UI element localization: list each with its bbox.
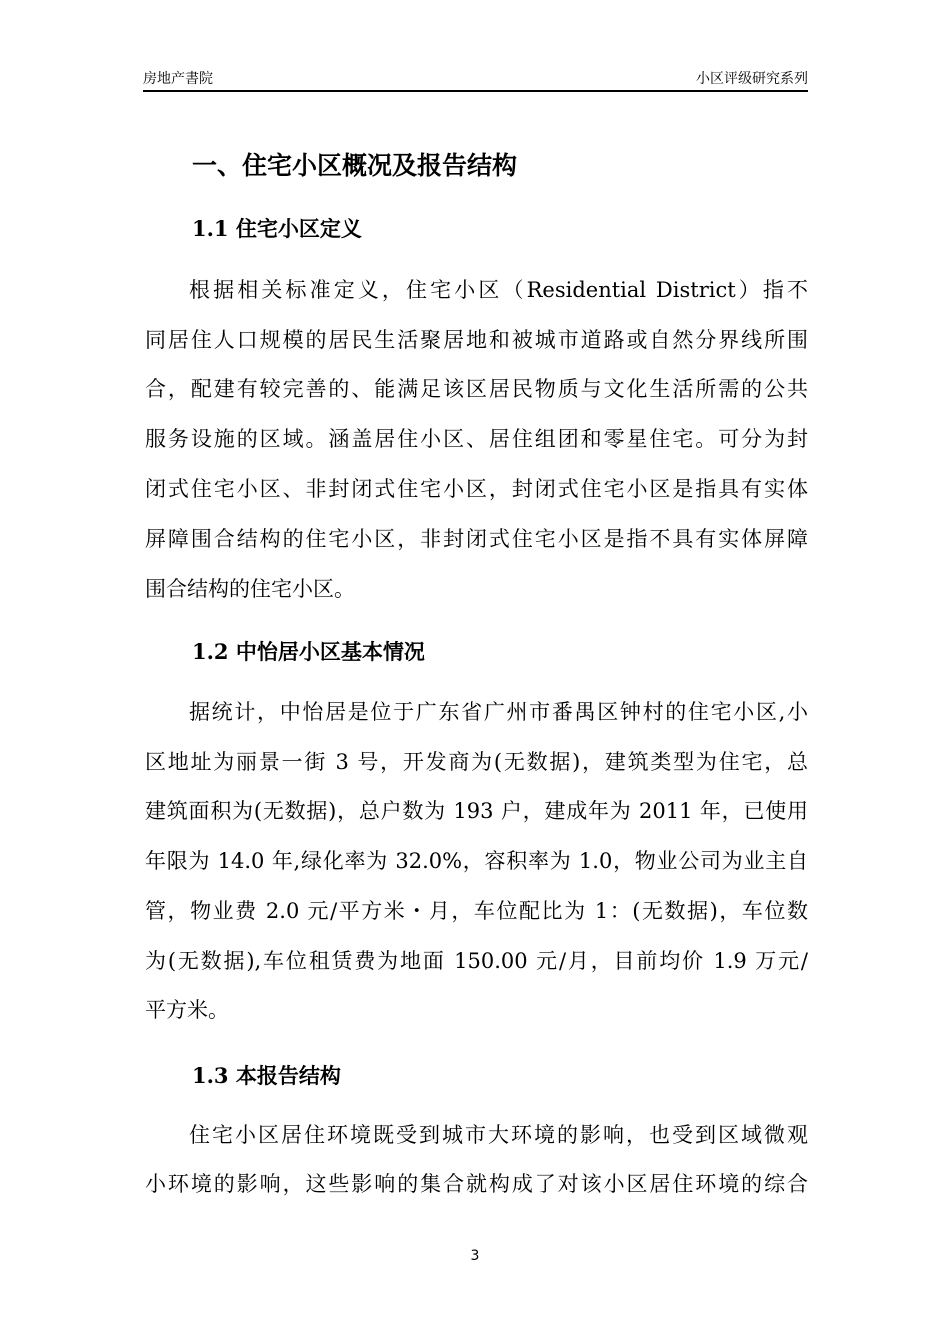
paragraph-line: 为(无数据),车位租赁费为地面 150.00 元/月，目前均价 1.9 万元/	[145, 949, 808, 973]
paragraph-line: 闭式住宅小区、非封闭式住宅小区，封闭式住宅小区是指具有实体	[145, 477, 808, 501]
paragraph-line: 小环境的影响，这些影响的集合就构成了对该小区居住环境的综合	[145, 1172, 808, 1196]
paragraph-line: 围合结构的住宅小区。	[145, 577, 355, 601]
paragraph-line: 建筑面积为(无数据)，总户数为 193 户，建成年为 2011 年，已使用	[145, 799, 808, 823]
paragraph-line: 屏障围合结构的住宅小区，非封闭式住宅小区是指不具有实体屏障	[145, 527, 808, 551]
header-divider	[143, 90, 808, 92]
paragraph-line: 根据相关标准定义，住宅小区（Residential District）指不	[189, 278, 808, 302]
section-heading: 1.3 本报告结构	[192, 1063, 341, 1088]
paragraph-line: 平方米。	[145, 998, 229, 1022]
section-heading: 1.2 中怡居小区基本情况	[192, 639, 425, 664]
header-left: 房地产書院	[143, 71, 213, 87]
chapter-title: 一、住宅小区概况及报告结构	[192, 151, 518, 180]
paragraph-line: 据统计，中怡居是位于广东省广州市番禺区钟村的住宅小区,小	[189, 700, 808, 724]
paragraph-line: 服务设施的区域。涵盖居住小区、居住组团和零星住宅。可分为封	[145, 427, 808, 451]
header-right: 小区评级研究系列	[696, 71, 808, 87]
paragraph-line: 住宅小区居住环境既受到城市大环境的影响，也受到区域微观	[189, 1123, 808, 1147]
paragraph-line: 合，配建有较完善的、能满足该区居民物质与文化生活所需的公共	[145, 377, 808, 401]
paragraph-line: 年限为 14.0 年,绿化率为 32.0%，容积率为 1.0，物业公司为业主自	[145, 849, 808, 873]
paragraph-line: 区地址为丽景一街 3 号，开发商为(无数据)，建筑类型为住宅，总	[145, 750, 808, 774]
page-number: 3	[470, 1248, 480, 1264]
section-heading: 1.1 住宅小区定义	[192, 216, 362, 241]
paragraph-line: 管，物业费 2.0 元/平方米・月，车位配比为 1：(无数据)，车位数	[145, 899, 808, 923]
paragraph-line: 同居住人口规模的居民生活聚居地和被城市道路或自然分界线所围	[145, 328, 808, 352]
